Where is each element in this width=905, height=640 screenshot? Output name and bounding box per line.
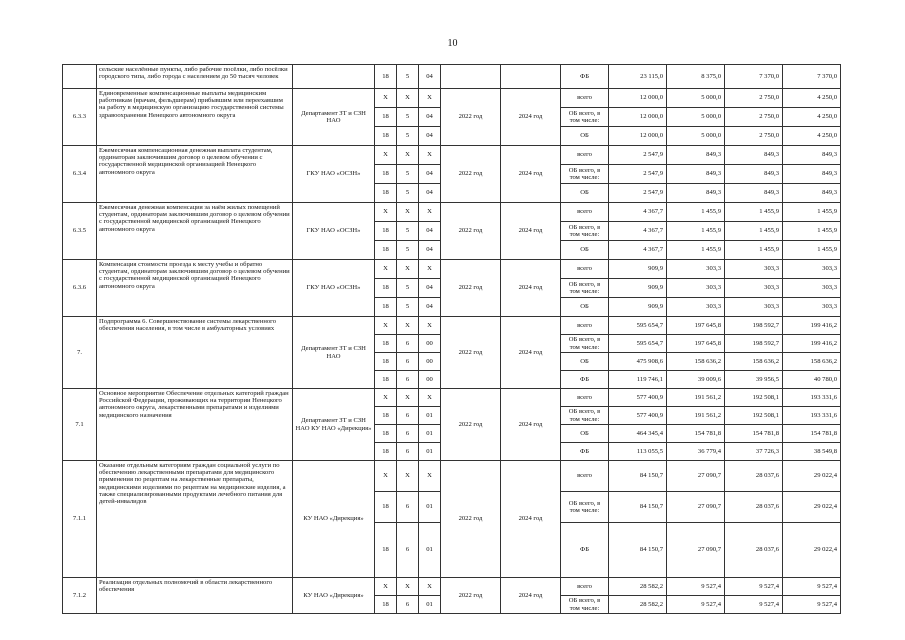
row-number	[63, 65, 97, 89]
funding-source: ОБ всего, в том числе:	[561, 596, 609, 614]
code-gp: 18	[375, 298, 397, 317]
code-pp: X	[397, 461, 419, 492]
code-gp: X	[375, 578, 397, 596]
total-value: 119 746,1	[609, 371, 667, 389]
value-year-2: 849,3	[725, 146, 783, 165]
funding-source: всего	[561, 461, 609, 492]
start-year: 2022 год	[441, 260, 501, 317]
value-year-1: 27 090,7	[667, 523, 725, 578]
value-year-1: 197 645,8	[667, 317, 725, 335]
value-year-3: 158 636,2	[783, 353, 841, 371]
funding-source: ОБ	[561, 241, 609, 260]
total-value: 12 000,0	[609, 127, 667, 146]
code-gp: X	[375, 389, 397, 407]
value-year-1: 5 000,0	[667, 89, 725, 108]
value-year-3: 29 022,4	[783, 523, 841, 578]
funding-source: ОБ всего, в том числе:	[561, 335, 609, 353]
value-year-3: 849,3	[783, 184, 841, 203]
end-year: 2024 год	[501, 389, 561, 461]
table-row	[63, 578, 841, 596]
value-year-2: 192 508,1	[725, 389, 783, 407]
total-value: 84 150,7	[609, 461, 667, 492]
value-year-3: 29 022,4	[783, 461, 841, 492]
code-pp: X	[397, 578, 419, 596]
value-year-2: 7 370,0	[725, 65, 783, 89]
value-year-2: 2 750,0	[725, 108, 783, 127]
end-year: 2024 год	[501, 317, 561, 389]
table-row	[63, 389, 841, 407]
start-year: 2022 год	[441, 146, 501, 203]
code-gp: 18	[375, 425, 397, 443]
total-value: 12 000,0	[609, 108, 667, 127]
end-year: 2024 год	[501, 578, 561, 614]
funding-source: ОБ	[561, 425, 609, 443]
table-row	[63, 260, 841, 279]
page-number: 10	[447, 38, 458, 49]
code-pp: 6	[397, 371, 419, 389]
responsible-executor: КУ НАО «Дирекция»	[293, 461, 375, 578]
value-year-2: 39 956,5	[725, 371, 783, 389]
code-gp: 18	[375, 108, 397, 127]
responsible-executor: ГКУ НАО «ОСЗН»	[293, 146, 375, 203]
funding-source: ОБ	[561, 353, 609, 371]
value-year-2: 28 037,6	[725, 461, 783, 492]
table-row	[63, 89, 841, 108]
funding-source: ОБ	[561, 298, 609, 317]
funding-source: ОБ всего, в том числе:	[561, 222, 609, 241]
value-year-1: 197 645,8	[667, 335, 725, 353]
code-gp: 18	[375, 407, 397, 425]
code-gp: 18	[375, 241, 397, 260]
total-value: 113 055,5	[609, 443, 667, 461]
value-year-2: 1 455,9	[725, 241, 783, 260]
value-year-3: 9 527,4	[783, 596, 841, 614]
total-value: 577 400,9	[609, 407, 667, 425]
total-value: 4 367,7	[609, 241, 667, 260]
value-year-3: 9 527,4	[783, 578, 841, 596]
code-pp: 5	[397, 279, 419, 298]
value-year-3: 199 416,2	[783, 317, 841, 335]
start-year: 2022 год	[441, 461, 501, 578]
code-pp: 5	[397, 222, 419, 241]
code-om: 04	[419, 222, 441, 241]
value-year-2: 154 781,8	[725, 425, 783, 443]
value-year-2: 158 636,2	[725, 353, 783, 371]
start-year: 2022 год	[441, 389, 501, 461]
code-gp: 18	[375, 353, 397, 371]
code-pp: X	[397, 146, 419, 165]
value-year-1: 5 000,0	[667, 127, 725, 146]
total-value: 909,9	[609, 260, 667, 279]
value-year-1: 39 009,6	[667, 371, 725, 389]
table-row	[63, 461, 841, 492]
funding-source: ОБ всего, в том числе:	[561, 407, 609, 425]
value-year-2: 198 592,7	[725, 317, 783, 335]
value-year-1: 1 455,9	[667, 203, 725, 222]
responsible-executor: Департамент ЗТ и СЗН НАО	[293, 317, 375, 389]
code-gp: 18	[375, 443, 397, 461]
row-number: 7.1.2	[63, 578, 97, 614]
code-pp: 5	[397, 298, 419, 317]
code-gp: 18	[375, 279, 397, 298]
value-year-1: 27 090,7	[667, 492, 725, 523]
code-om: X	[419, 203, 441, 222]
responsible-executor	[293, 65, 375, 89]
value-year-2: 9 527,4	[725, 596, 783, 614]
value-year-1: 154 781,8	[667, 425, 725, 443]
value-year-2: 37 726,3	[725, 443, 783, 461]
total-value: 4 367,7	[609, 222, 667, 241]
code-om: 01	[419, 443, 441, 461]
value-year-2: 303,3	[725, 260, 783, 279]
total-value: 2 547,9	[609, 165, 667, 184]
code-gp: 18	[375, 335, 397, 353]
code-om: 04	[419, 298, 441, 317]
code-gp: X	[375, 89, 397, 108]
funding-source: ФБ	[561, 523, 609, 578]
measure-description: Оказание отдельным категориям граждан социальной услуги по обеспечению лекарственными препаратами для медицинского применения по рецептам на лекарственные препараты, медицинскими изделиями по рецептам на медицинские изделия, а также специализированными продуктами лечебного питания для детей-инвалидов	[97, 461, 293, 578]
value-year-2: 303,3	[725, 298, 783, 317]
row-number: 6.3.3	[63, 89, 97, 146]
code-om: X	[419, 317, 441, 335]
value-year-1: 36 779,4	[667, 443, 725, 461]
value-year-3: 1 455,9	[783, 203, 841, 222]
code-gp: 18	[375, 492, 397, 523]
measure-description: Ежемесячная денежная компенсация за наём жилых помещений студентам, ординаторам заключившим договор о целевом обучении с государственной медицинской организацией Ненецкого автономного округа	[97, 203, 293, 260]
code-gp: 18	[375, 127, 397, 146]
code-gp: 18	[375, 65, 397, 89]
end-year: 2024 год	[501, 203, 561, 260]
total-value: 28 582,2	[609, 578, 667, 596]
total-value: 4 367,7	[609, 203, 667, 222]
code-gp: X	[375, 260, 397, 279]
value-year-1: 158 636,2	[667, 353, 725, 371]
code-pp: 6	[397, 596, 419, 614]
total-value: 909,9	[609, 298, 667, 317]
code-pp: 5	[397, 108, 419, 127]
code-om: 01	[419, 492, 441, 523]
code-gp: 18	[375, 596, 397, 614]
code-om: X	[419, 146, 441, 165]
start-year: 2022 год	[441, 578, 501, 614]
value-year-1: 303,3	[667, 279, 725, 298]
code-pp: X	[397, 389, 419, 407]
start-year: 2022 год	[441, 317, 501, 389]
measure-description: Реализация отдельных полномочий в области лекарственного обеспечения	[97, 578, 293, 614]
row-number: 6.3.5	[63, 203, 97, 260]
value-year-1: 303,3	[667, 260, 725, 279]
value-year-3: 38 549,8	[783, 443, 841, 461]
code-om: 04	[419, 108, 441, 127]
end-year	[501, 65, 561, 89]
value-year-3: 29 022,4	[783, 492, 841, 523]
row-number: 7.1.1	[63, 461, 97, 578]
value-year-1: 8 375,0	[667, 65, 725, 89]
budget-table	[62, 64, 841, 614]
code-gp: 18	[375, 165, 397, 184]
value-year-1: 191 561,2	[667, 407, 725, 425]
measure-description: Основное мероприятие Обеспечение отдельных категорий граждан Российской Федерации, проживающих на территории Ненецкого автономного округа, лекарственными препаратами и изделиями медицинского назначения	[97, 389, 293, 461]
value-year-3: 4 250,0	[783, 127, 841, 146]
code-om: 04	[419, 65, 441, 89]
funding-source: всего	[561, 317, 609, 335]
code-om: 00	[419, 353, 441, 371]
code-pp: X	[397, 203, 419, 222]
code-gp: 18	[375, 523, 397, 578]
measure-description: сельские населённые пункты, либо рабочие посёлки, либо посёлки городского типа, либо города с населением до 50 тысяч человек	[97, 65, 293, 89]
funding-source: всего	[561, 260, 609, 279]
total-value: 595 654,7	[609, 335, 667, 353]
value-year-2: 28 037,6	[725, 492, 783, 523]
value-year-3: 4 250,0	[783, 89, 841, 108]
value-year-1: 27 090,7	[667, 461, 725, 492]
code-pp: 6	[397, 407, 419, 425]
code-gp: X	[375, 461, 397, 492]
funding-source: ФБ	[561, 443, 609, 461]
code-om: 01	[419, 407, 441, 425]
code-om: X	[419, 260, 441, 279]
total-value: 28 582,2	[609, 596, 667, 614]
code-om: 00	[419, 371, 441, 389]
total-value: 84 150,7	[609, 523, 667, 578]
responsible-executor: ГКУ НАО «ОСЗН»	[293, 260, 375, 317]
row-number: 6.3.6	[63, 260, 97, 317]
value-year-3: 303,3	[783, 298, 841, 317]
funding-source: ФБ	[561, 371, 609, 389]
funding-source: всего	[561, 203, 609, 222]
value-year-2: 849,3	[725, 165, 783, 184]
responsible-executor: Департамент ЗТ и СЗН НАО	[293, 89, 375, 146]
value-year-3: 303,3	[783, 260, 841, 279]
code-gp: 18	[375, 184, 397, 203]
code-om: 04	[419, 184, 441, 203]
code-gp: X	[375, 317, 397, 335]
value-year-1: 849,3	[667, 184, 725, 203]
value-year-3: 303,3	[783, 279, 841, 298]
responsible-executor: ГКУ НАО «ОСЗН»	[293, 203, 375, 260]
total-value: 475 908,6	[609, 353, 667, 371]
funding-source: ОБ	[561, 184, 609, 203]
funding-source: ОБ всего, в том числе:	[561, 492, 609, 523]
value-year-3: 849,3	[783, 165, 841, 184]
total-value: 84 150,7	[609, 492, 667, 523]
measure-description: Ежемесячная компенсационная денежная выплата студентам, ординаторам заключившим договор о целевом обучении с государственной медицинской организацией Ненецкого автономного округа	[97, 146, 293, 203]
code-om: 01	[419, 596, 441, 614]
end-year: 2024 год	[501, 89, 561, 146]
code-om: X	[419, 89, 441, 108]
code-pp: 5	[397, 65, 419, 89]
responsible-executor: КУ НАО «Дирекция»	[293, 578, 375, 614]
row-number: 6.3.4	[63, 146, 97, 203]
code-pp: 5	[397, 127, 419, 146]
code-pp: 5	[397, 165, 419, 184]
code-gp: X	[375, 203, 397, 222]
funding-source: ФБ	[561, 65, 609, 89]
table-row	[63, 317, 841, 335]
measure-description: Подпрограмма 6. Совершенствование системы лекарственного обеспечения населения, в том числе в амбулаторных условиях	[97, 317, 293, 389]
value-year-1: 1 455,9	[667, 222, 725, 241]
responsible-executor: Департамент ЗТ и СЗН НАО КУ НАО «Дирекция»	[293, 389, 375, 461]
funding-source: ОБ всего, в том числе:	[561, 165, 609, 184]
total-value: 464 345,4	[609, 425, 667, 443]
value-year-2: 2 750,0	[725, 89, 783, 108]
value-year-3: 199 416,2	[783, 335, 841, 353]
value-year-2: 9 527,4	[725, 578, 783, 596]
code-om: 04	[419, 279, 441, 298]
code-gp: X	[375, 146, 397, 165]
value-year-2: 192 508,1	[725, 407, 783, 425]
code-pp: 6	[397, 443, 419, 461]
end-year: 2024 год	[501, 461, 561, 578]
table-row	[63, 65, 841, 89]
value-year-3: 849,3	[783, 146, 841, 165]
value-year-2: 849,3	[725, 184, 783, 203]
start-year	[441, 65, 501, 89]
value-year-3: 1 455,9	[783, 241, 841, 260]
measure-description: Единовременные компенсационные выплаты медицинским работникам (врачам, фельдшерам) прибывшим или переехавшим на работу в медицинскую организацию государственной системы здравоохранения Ненецкого автономного округа	[97, 89, 293, 146]
value-year-1: 849,3	[667, 165, 725, 184]
code-pp: 5	[397, 184, 419, 203]
value-year-1: 303,3	[667, 298, 725, 317]
code-om: 01	[419, 425, 441, 443]
code-pp: 6	[397, 353, 419, 371]
code-pp: 6	[397, 523, 419, 578]
code-pp: X	[397, 89, 419, 108]
end-year: 2024 год	[501, 260, 561, 317]
value-year-1: 9 527,4	[667, 578, 725, 596]
total-value: 595 654,7	[609, 317, 667, 335]
funding-source: всего	[561, 89, 609, 108]
funding-source: ОБ всего, в том числе:	[561, 279, 609, 298]
code-pp: 6	[397, 425, 419, 443]
code-om: 04	[419, 165, 441, 184]
start-year: 2022 год	[441, 203, 501, 260]
value-year-1: 849,3	[667, 146, 725, 165]
value-year-2: 303,3	[725, 279, 783, 298]
code-pp: 6	[397, 335, 419, 353]
total-value: 909,9	[609, 279, 667, 298]
code-om: X	[419, 578, 441, 596]
code-pp: X	[397, 317, 419, 335]
value-year-3: 193 331,6	[783, 389, 841, 407]
measure-description: Компенсация стоимости проезда к месту учебы и обратно студентам, ординаторам заключившим договор о целевом обучении с государственной медицинской организацией Ненецкого автономного округа	[97, 260, 293, 317]
code-om: 04	[419, 241, 441, 260]
funding-source: всего	[561, 389, 609, 407]
value-year-3: 193 331,6	[783, 407, 841, 425]
value-year-2: 28 037,6	[725, 523, 783, 578]
value-year-3: 7 370,0	[783, 65, 841, 89]
code-pp: 5	[397, 241, 419, 260]
value-year-3: 40 780,0	[783, 371, 841, 389]
value-year-3: 154 781,8	[783, 425, 841, 443]
code-gp: 18	[375, 371, 397, 389]
code-om: X	[419, 389, 441, 407]
value-year-3: 1 455,9	[783, 222, 841, 241]
value-year-3: 4 250,0	[783, 108, 841, 127]
value-year-2: 1 455,9	[725, 203, 783, 222]
total-value: 577 400,9	[609, 389, 667, 407]
funding-source: всего	[561, 578, 609, 596]
code-om: 00	[419, 335, 441, 353]
total-value: 23 115,0	[609, 65, 667, 89]
value-year-2: 2 750,0	[725, 127, 783, 146]
value-year-1: 1 455,9	[667, 241, 725, 260]
row-number: 7.1	[63, 389, 97, 461]
code-gp: 18	[375, 222, 397, 241]
funding-source: ОБ	[561, 127, 609, 146]
total-value: 12 000,0	[609, 89, 667, 108]
code-om: X	[419, 461, 441, 492]
code-pp: 6	[397, 492, 419, 523]
value-year-1: 9 527,4	[667, 596, 725, 614]
value-year-2: 1 455,9	[725, 222, 783, 241]
table-row	[63, 146, 841, 165]
table-row	[63, 203, 841, 222]
total-value: 2 547,9	[609, 146, 667, 165]
row-number: 7.	[63, 317, 97, 389]
funding-source: всего	[561, 146, 609, 165]
start-year: 2022 год	[441, 89, 501, 146]
code-om: 04	[419, 127, 441, 146]
end-year: 2024 год	[501, 146, 561, 203]
code-om: 01	[419, 523, 441, 578]
code-pp: X	[397, 260, 419, 279]
value-year-1: 191 561,2	[667, 389, 725, 407]
total-value: 2 547,9	[609, 184, 667, 203]
value-year-1: 5 000,0	[667, 108, 725, 127]
funding-source: ОБ всего, в том числе:	[561, 108, 609, 127]
value-year-2: 198 592,7	[725, 335, 783, 353]
